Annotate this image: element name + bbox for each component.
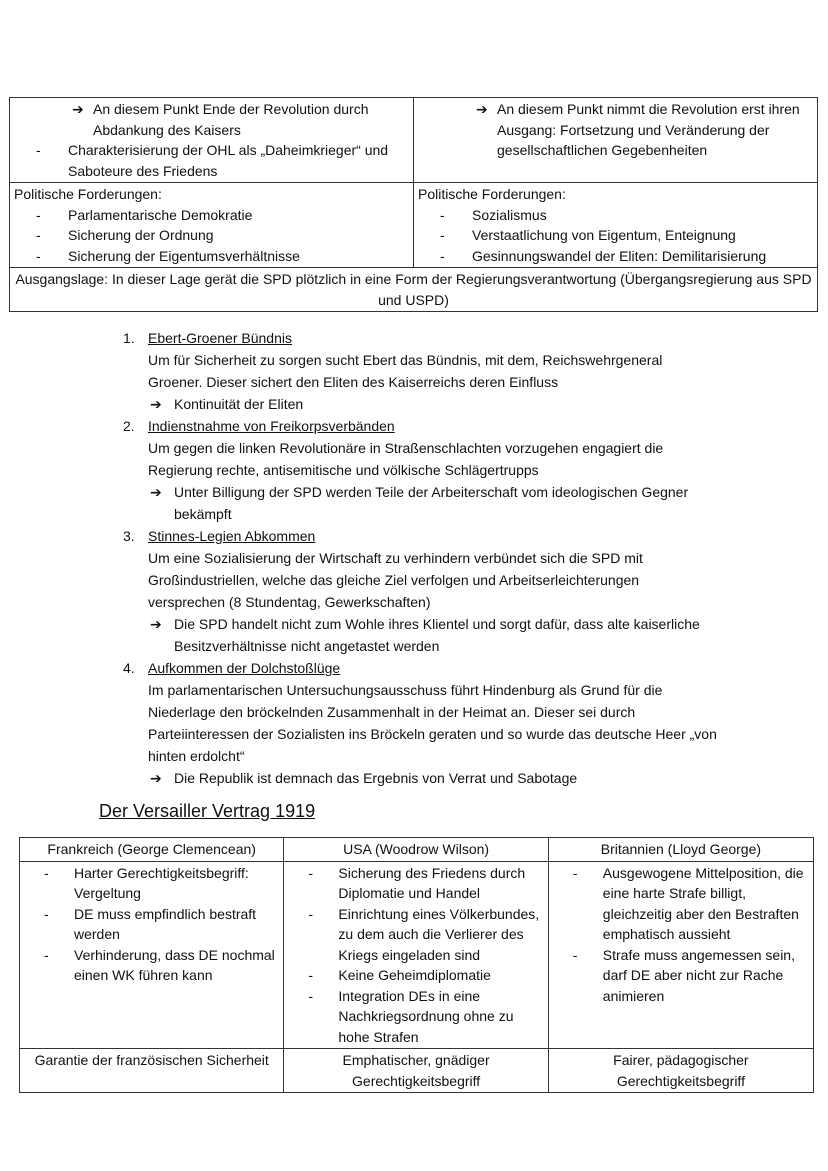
dash-list: [14, 140, 409, 181]
arrow-right-icon: ➔: [72, 101, 84, 117]
dash-bullet: -: [36, 206, 41, 223]
list-item: [288, 904, 543, 966]
table-cell: [414, 183, 818, 268]
list-item-text: Integration DEs in eine Nachkriegsordnung ohne zu hohe Strafen: [338, 987, 514, 1045]
conclusion-text: Die Republik ist demnach das Ergebnis von Verrat und Sabotage: [174, 770, 578, 786]
table-header-row: [20, 838, 814, 862]
dash-list: [418, 205, 813, 267]
table-cell: [10, 268, 818, 312]
dash-bullet: -: [44, 905, 49, 922]
table-row: [20, 861, 814, 1049]
list-item: [288, 965, 543, 986]
section-number: 4.: [123, 660, 135, 676]
versailles-heading: Der Versailler Vertrag 1919: [99, 801, 316, 821]
dash-bullet: -: [440, 247, 445, 264]
arrow-conclusion: [418, 99, 813, 161]
list-item-text: Sozialismus: [472, 206, 547, 223]
list-item-text: Verstaatlichung von Eigentum, Enteignung: [472, 227, 736, 243]
table-cell: [10, 183, 414, 268]
list-item-text: Parlamentarische Demokratie: [68, 206, 253, 223]
table-cell: Emphatischer, gnädiger Gerechtigkeitsbegriff: [284, 1049, 548, 1093]
starting-situation-text: Ausgangslage: In dieser Lage gerät die SPD plötzlich in eine Form der Regierungsverantwortung (Übergangsregierung aus SPD und USPD): [15, 271, 812, 308]
list-item-text: Keine Geheimdiplomatie: [338, 967, 491, 983]
dash-list: [14, 205, 409, 267]
section-number: 2.: [123, 418, 135, 434]
list-item: [24, 945, 279, 986]
arrow-right-icon: ➔: [150, 770, 162, 786]
section-title: Indienstnahme von Freikorpsverbänden: [148, 418, 395, 434]
list-item: [123, 327, 718, 415]
dash-bullet: -: [308, 864, 314, 881]
dash-bullet: -: [36, 227, 41, 243]
list-item-text: Verhinderung, dass DE nochmal einen WK führen kann: [74, 946, 275, 983]
dash-bullet: -: [36, 247, 41, 264]
arrow-right-icon: ➔: [476, 101, 488, 117]
list-item: [418, 246, 813, 267]
column-header: Frankreich (George Clemencean): [20, 838, 284, 862]
conclusion-text: An diesem Punkt nimmt die Revolution erst ihren Ausgang: Fortsetzung und Veränderung der gesellschaftlichen Gegebenheiten: [497, 101, 800, 158]
table-cell: Fairer, pädagogischer Gerechtigkeitsbegriff: [548, 1049, 813, 1093]
dash-bullet: -: [308, 905, 314, 922]
section-title: Ebert-Groener Bündnis: [148, 330, 292, 346]
table-row: [10, 268, 818, 312]
dash-bullet: -: [572, 864, 578, 881]
list-item: [553, 945, 809, 1007]
list-item: [418, 225, 813, 246]
dash-bullet: -: [44, 864, 49, 881]
list-item: [14, 225, 409, 246]
list-item-text: DE muss empfindlich bestraft werden: [74, 905, 257, 942]
dash-bullet: -: [572, 946, 578, 963]
section-number: 3.: [123, 528, 135, 544]
conclusion-text: An diesem Punkt Ende der Revolution durch Abdankung des Kaisers: [93, 101, 369, 138]
arrow-right-icon: ➔: [150, 616, 162, 632]
versailles-table: [19, 837, 814, 1093]
list-item-text: Sicherung des Friedens durch Diplomatie und Handel: [338, 864, 526, 901]
table-cell: [20, 861, 284, 1049]
dash-bullet: -: [308, 967, 314, 983]
table-cell: [284, 861, 548, 1049]
list-item-text: Sicherung der Ordnung: [68, 227, 214, 243]
arrow-right-icon: ➔: [150, 396, 162, 412]
arrow-conclusion: [148, 393, 718, 415]
list-item-text: Ausgewogene Mittelposition, die eine harte Strafe billigt, gleichzeitig aber den Bestraften emphatisch aussieht: [602, 864, 804, 942]
section-title: Stinnes-Legien Abkommen: [148, 528, 316, 544]
list-item: [24, 904, 279, 945]
section-title: Aufkommen der Dolchstoßlüge: [148, 660, 341, 676]
list-item: [288, 986, 543, 1048]
conclusion-text: Kontinuität der Eliten: [174, 396, 304, 412]
dash-list: [288, 863, 543, 1048]
numbered-section-list: [123, 327, 718, 789]
arrow-conclusion: [148, 613, 718, 657]
list-item: [553, 863, 809, 945]
section-text: Um für Sicherheit zu sorgen sucht Ebert das Bündnis, mit dem, Reichswehrgeneral Groener. Dieser sichert den Eliten des Kaiserreichs deren Einfluss: [148, 352, 663, 390]
arrow-conclusion: [148, 767, 718, 789]
list-item: [123, 657, 718, 789]
conclusion-text: Die SPD handelt nicht zum Wohle ihres Klientel und sorgt dafür, dass alte kaiserliche Besitzverhältnisse nicht angetastet werden: [174, 616, 700, 654]
arrow-conclusion: [148, 481, 718, 525]
dash-list: [24, 863, 279, 986]
table-cell: Garantie der französischen Sicherheit: [20, 1049, 284, 1093]
list-item-text: Charakterisierung der OHL als „Daheimkrieger“ und Saboteure des Friedens: [68, 142, 389, 179]
conclusion-text: Unter Billigung der SPD werden Teile der Arbeiterschaft vom ideologischen Gegner bekämpft: [174, 484, 689, 522]
section-text: Um eine Sozialisierung der Wirtschaft zu verhindern verbündet sich die SPD mit Großindustriellen, welche das gleiche Ziel verfolgen und Arbeitserleichterungen versprechen (8 Stundentag, Gewerkschaften): [148, 550, 643, 610]
table-footer-row: [20, 1049, 814, 1093]
section-text: Im parlamentarischen Untersuchungsausschuss führt Hindenburg als Grund für die Niederlage den bröckelnden Zusammenhalt in der Heimat an. Dieser sei durch Parteiinteressen der Sozialisten ins Bröckeln geraten und so wurde das deutsche Heer „von hinten erdolcht“: [148, 682, 717, 764]
list-item-text: Strafe muss angemessen sein, darf DE aber nicht zur Rache animieren: [602, 946, 795, 1004]
list-item: [14, 246, 409, 267]
list-item-text: Einrichtung eines Völkerbundes, zu dem auch die Verlierer des Kriegs eingeladen sind: [338, 905, 540, 963]
list-item-text: Sicherung der Eigentumsverhältnisse: [68, 247, 300, 264]
list-item: [123, 415, 718, 525]
list-item: [123, 525, 718, 657]
table-cell: [414, 98, 818, 183]
table-row: [10, 98, 818, 183]
arrow-right-icon: ➔: [150, 484, 162, 500]
dash-bullet: -: [440, 227, 445, 243]
table-row: [10, 183, 818, 268]
section-text: Um gegen die linken Revolutionäre in Straßenschlachten vorzugehen engagiert die Regierung rechte, antisemitische und völkische Schlägertrupps: [148, 440, 664, 478]
cell-title: Politische Forderungen:: [14, 186, 162, 202]
column-header: USA (Woodrow Wilson): [284, 838, 548, 862]
dash-list: [553, 863, 809, 1007]
table-cell: [10, 98, 414, 183]
section-number: 1.: [123, 330, 135, 346]
table-cell: [548, 861, 813, 1049]
list-item: [14, 140, 409, 181]
dash-bullet: -: [36, 142, 41, 158]
list-item: [418, 205, 813, 226]
revolution-comparison-table: [9, 97, 818, 312]
dash-bullet: -: [308, 987, 314, 1004]
arrow-conclusion: [14, 99, 409, 140]
dash-bullet: -: [440, 206, 445, 223]
cell-title: Politische Forderungen:: [418, 186, 566, 202]
list-item-text: Harter Gerechtigkeitsbegriff: Vergeltung: [74, 864, 249, 901]
list-item-text: Gesinnungswandel der Eliten: Demilitarisierung: [472, 247, 767, 264]
dash-bullet: -: [44, 946, 49, 963]
list-item: [14, 205, 409, 226]
list-item: [24, 863, 279, 904]
list-item: [288, 863, 543, 904]
column-header: Britannien (Lloyd George): [548, 838, 813, 862]
